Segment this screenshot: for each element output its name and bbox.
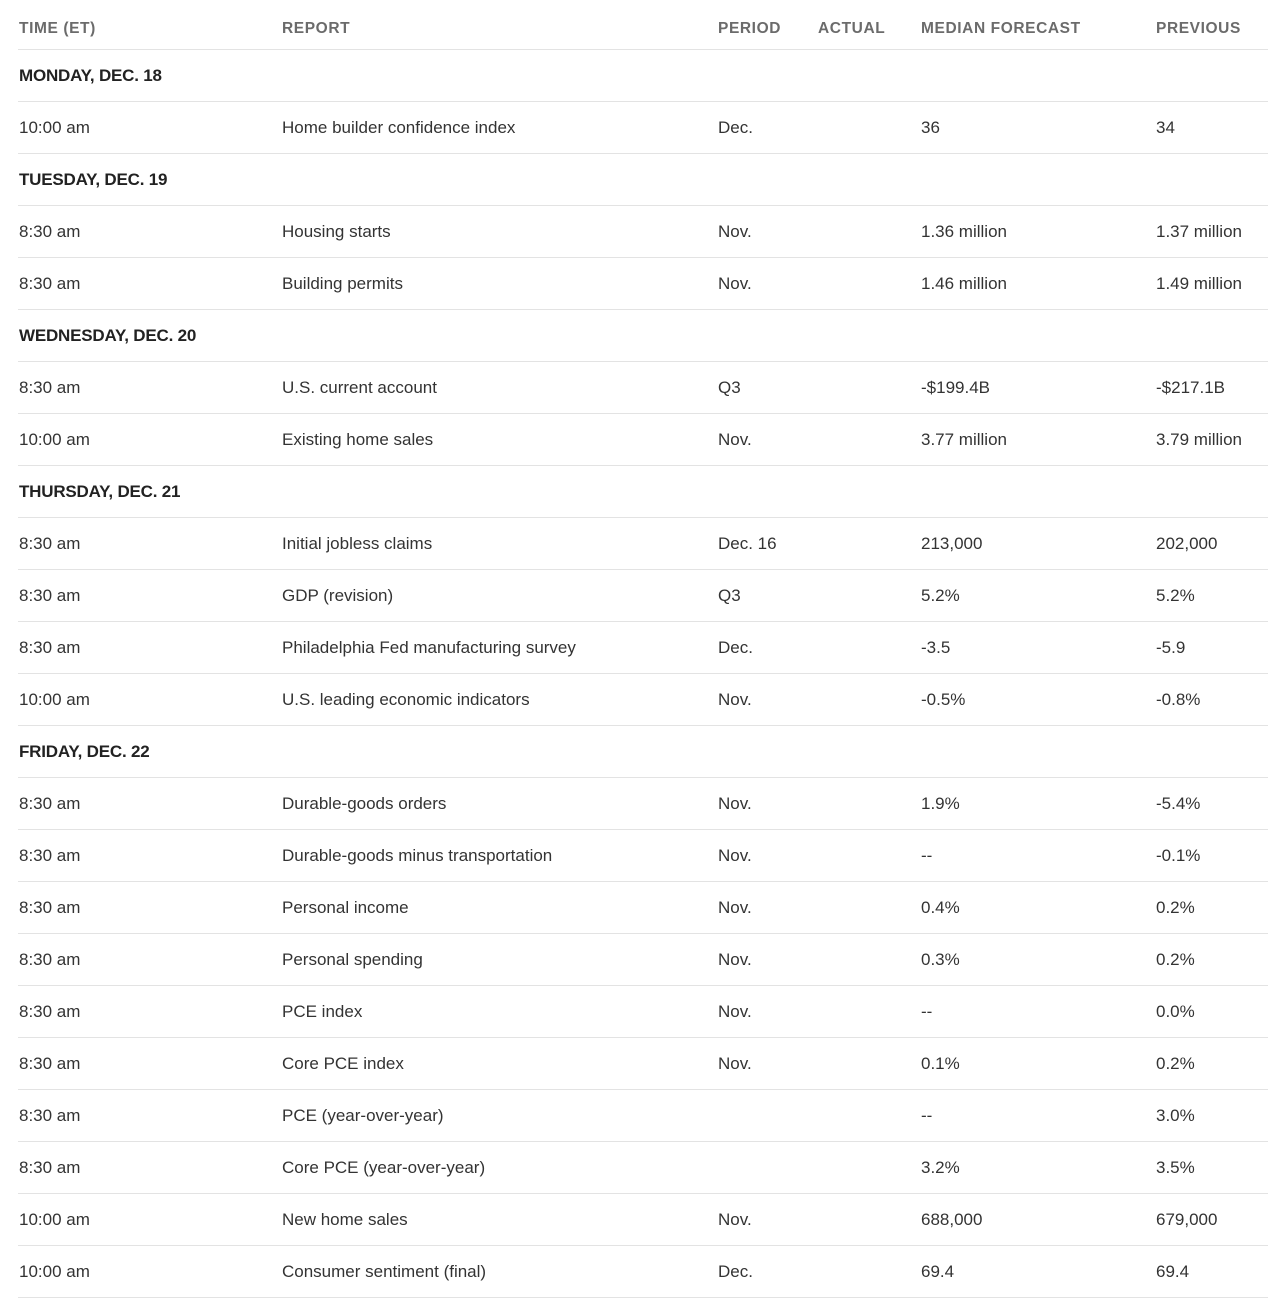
table-row [18,986,1268,1038]
report-cell: Personal spending [281,934,717,986]
day-header-row [18,154,1268,206]
previous-cell: -5.9 [1155,622,1268,674]
actual-cell [817,518,920,570]
previous-cell: 202,000 [1155,518,1268,570]
median-forecast-cell: -0.5% [920,674,1155,726]
column-header-median-forecast: MEDIAN FORECAST [920,8,1155,50]
previous-cell: 0.2% [1155,882,1268,934]
report-cell: Home builder confidence index [281,102,717,154]
day-header-row [18,466,1268,518]
actual-cell [817,1194,920,1246]
time-cell: 8:30 am [18,830,281,882]
report-cell: Philadelphia Fed manufacturing survey [281,622,717,674]
median-forecast-cell: 3.77 million [920,414,1155,466]
period-cell: Nov. [717,882,817,934]
median-forecast-cell: 36 [920,102,1155,154]
previous-cell: -5.4% [1155,778,1268,830]
time-cell: 8:30 am [18,518,281,570]
previous-cell: 5.2% [1155,570,1268,622]
day-header-row [18,310,1268,362]
previous-cell: -0.8% [1155,674,1268,726]
previous-cell: 0.2% [1155,934,1268,986]
actual-cell [817,882,920,934]
day-label: FRIDAY, DEC. 22 [18,726,1268,778]
report-cell: PCE index [281,986,717,1038]
median-forecast-cell: -$199.4B [920,362,1155,414]
period-cell: Dec. [717,1246,817,1298]
table-row [18,622,1268,674]
median-forecast-cell: -3.5 [920,622,1155,674]
time-cell: 10:00 am [18,102,281,154]
table-row [18,778,1268,830]
report-cell: PCE (year-over-year) [281,1090,717,1142]
period-cell: Dec. 16 [717,518,817,570]
previous-cell: 3.0% [1155,1090,1268,1142]
actual-cell [817,1142,920,1194]
time-cell: 8:30 am [18,778,281,830]
table-row [18,414,1268,466]
economic-calendar [18,8,1268,1298]
actual-cell [817,1090,920,1142]
period-cell: Nov. [717,778,817,830]
previous-cell: 0.2% [1155,1038,1268,1090]
median-forecast-cell: 213,000 [920,518,1155,570]
table-row [18,934,1268,986]
time-cell: 8:30 am [18,934,281,986]
report-cell: Core PCE (year-over-year) [281,1142,717,1194]
period-cell: Nov. [717,206,817,258]
report-cell: Core PCE index [281,1038,717,1090]
column-header-time: TIME (ET) [18,8,281,50]
time-cell: 8:30 am [18,206,281,258]
previous-cell: -0.1% [1155,830,1268,882]
previous-cell: 0.0% [1155,986,1268,1038]
median-forecast-cell: 0.4% [920,882,1155,934]
table-row [18,1038,1268,1090]
actual-cell [817,362,920,414]
period-cell: Nov. [717,1194,817,1246]
previous-cell: 1.49 million [1155,258,1268,310]
table-row [18,570,1268,622]
time-cell: 10:00 am [18,414,281,466]
median-forecast-cell: 688,000 [920,1194,1155,1246]
day-label: WEDNESDAY, DEC. 20 [18,310,1268,362]
report-cell: U.S. leading economic indicators [281,674,717,726]
median-forecast-cell: 0.3% [920,934,1155,986]
table-row [18,674,1268,726]
table-header [18,8,1268,50]
actual-cell [817,622,920,674]
time-cell: 8:30 am [18,362,281,414]
period-cell [717,1090,817,1142]
report-cell: Durable-goods minus transportation [281,830,717,882]
previous-cell: 34 [1155,102,1268,154]
previous-cell: 1.37 million [1155,206,1268,258]
time-cell: 10:00 am [18,1246,281,1298]
report-cell: Consumer sentiment (final) [281,1246,717,1298]
period-cell: Dec. [717,102,817,154]
table-row [18,1142,1268,1194]
actual-cell [817,102,920,154]
report-cell: Existing home sales [281,414,717,466]
actual-cell [817,414,920,466]
table-row [18,206,1268,258]
median-forecast-cell: -- [920,1090,1155,1142]
time-cell: 8:30 am [18,1038,281,1090]
day-label: MONDAY, DEC. 18 [18,50,1268,102]
table-body [18,50,1268,1298]
previous-cell: 3.5% [1155,1142,1268,1194]
report-cell: New home sales [281,1194,717,1246]
actual-cell [817,986,920,1038]
table-row [18,1090,1268,1142]
median-forecast-cell: 1.46 million [920,258,1155,310]
day-header-row [18,50,1268,102]
day-header-row [18,726,1268,778]
period-cell: Nov. [717,986,817,1038]
report-cell: U.S. current account [281,362,717,414]
table-row [18,1246,1268,1298]
actual-cell [817,934,920,986]
median-forecast-cell: -- [920,830,1155,882]
median-forecast-cell: 5.2% [920,570,1155,622]
period-cell [717,1142,817,1194]
time-cell: 8:30 am [18,882,281,934]
table-row [18,258,1268,310]
previous-cell: 679,000 [1155,1194,1268,1246]
economic-calendar-table [18,8,1268,1298]
day-label: TUESDAY, DEC. 19 [18,154,1268,206]
report-cell: Durable-goods orders [281,778,717,830]
report-cell: Initial jobless claims [281,518,717,570]
table-row [18,830,1268,882]
period-cell: Nov. [717,1038,817,1090]
report-cell: Housing starts [281,206,717,258]
time-cell: 10:00 am [18,1194,281,1246]
median-forecast-cell: -- [920,986,1155,1038]
actual-cell [817,1038,920,1090]
period-cell: Dec. [717,622,817,674]
table-row [18,882,1268,934]
time-cell: 8:30 am [18,570,281,622]
period-cell: Nov. [717,830,817,882]
period-cell: Nov. [717,414,817,466]
time-cell: 8:30 am [18,1142,281,1194]
median-forecast-cell: 1.9% [920,778,1155,830]
column-header-period: PERIOD [717,8,817,50]
day-label: THURSDAY, DEC. 21 [18,466,1268,518]
time-cell: 8:30 am [18,258,281,310]
period-cell: Q3 [717,362,817,414]
previous-cell: 3.79 million [1155,414,1268,466]
actual-cell [817,570,920,622]
actual-cell [817,674,920,726]
period-cell: Q3 [717,570,817,622]
period-cell: Nov. [717,674,817,726]
time-cell: 8:30 am [18,986,281,1038]
table-row [18,102,1268,154]
actual-cell [817,1246,920,1298]
previous-cell: -$217.1B [1155,362,1268,414]
period-cell: Nov. [717,258,817,310]
median-forecast-cell: 69.4 [920,1246,1155,1298]
column-header-previous: PREVIOUS [1155,8,1268,50]
actual-cell [817,206,920,258]
previous-cell: 69.4 [1155,1246,1268,1298]
median-forecast-cell: 0.1% [920,1038,1155,1090]
time-cell: 8:30 am [18,1090,281,1142]
median-forecast-cell: 3.2% [920,1142,1155,1194]
report-cell: Building permits [281,258,717,310]
time-cell: 10:00 am [18,674,281,726]
table-row [18,518,1268,570]
period-cell: Nov. [717,934,817,986]
actual-cell [817,258,920,310]
header-row [18,8,1268,50]
report-cell: Personal income [281,882,717,934]
column-header-actual: ACTUAL [817,8,920,50]
time-cell: 8:30 am [18,622,281,674]
table-row [18,362,1268,414]
column-header-report: REPORT [281,8,717,50]
median-forecast-cell: 1.36 million [920,206,1155,258]
actual-cell [817,778,920,830]
table-row [18,1194,1268,1246]
report-cell: GDP (revision) [281,570,717,622]
actual-cell [817,830,920,882]
